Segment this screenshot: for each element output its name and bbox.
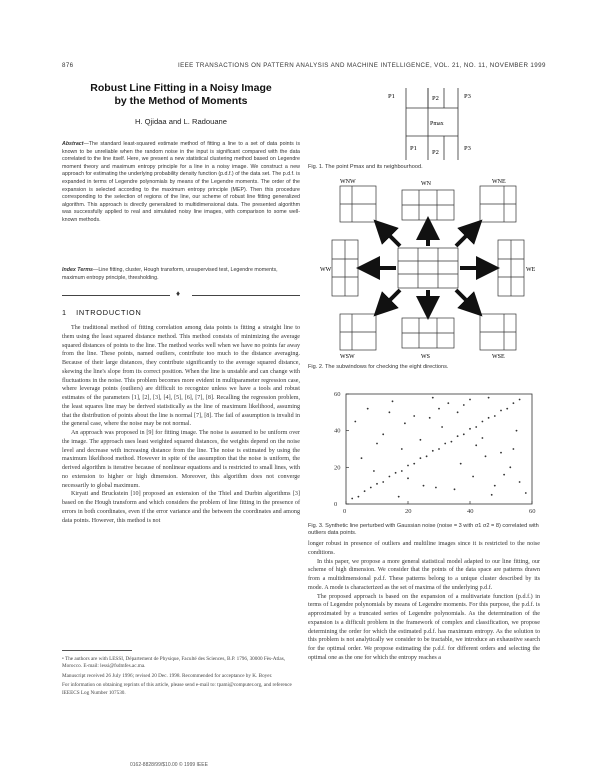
line-point	[513, 402, 515, 404]
outlier-point	[475, 444, 477, 446]
line-point	[482, 421, 484, 423]
line-point	[407, 465, 409, 467]
outlier-point	[423, 485, 425, 487]
line-point	[364, 490, 366, 492]
outlier-point	[413, 415, 415, 417]
line-point	[389, 476, 391, 478]
fig2-label-wne: WNE	[492, 179, 506, 185]
outlier-point	[367, 408, 369, 410]
title-line-2: by the Method of Moments	[114, 94, 248, 107]
section-separator	[62, 289, 300, 298]
figure-2	[320, 176, 536, 360]
line-point	[469, 428, 471, 430]
abstract-text: —The standard least-squared estimate method of fitting a line to a set of data points is known to be unreliable when the random noise in the input is significant compared with the data correlated to the line itself. Here, we present a new statistical clustering method based on Legendre moment theory and maximum entropy principle for a line in a noisy image. We construct a new approach for estimating the underlying probability density function (p.d.f.) of the data set. The p.d.f. is expanded in terms of Legendre polynomials by means of the Legendre moments. The order of the expansion is selected according to the maximum entropy principle (MEP). Then this procedure corresponding to the selection of regions of the line, our scheme of robust line fitting generalized algorithm. This approach is directly generalized to multidimensional data. The presented algorithm was successfully applied to real and simulated noisy line images, with comparison to some well-known methods.	[62, 141, 300, 223]
x-tick-label: 60	[529, 508, 536, 515]
line-point	[370, 487, 372, 489]
outlier-point	[435, 487, 437, 489]
line-point	[376, 483, 378, 485]
intro-paragraph: Kiryati and Bruckstein [10] proposed an extension of the Thiel and Durbin algorithms [3] based on the Hough transform and which considers the problem of line fitting in the presence of errors in both coordinates, even if the error variance and the between the coordinates and among data points. However, this method is not	[62, 491, 300, 524]
index-terms-text: —Line fitting, cluster, Hough transform, unsupervised test, Legendre moments, maximum entropy principle, thresholding.	[62, 267, 278, 281]
line-point	[488, 417, 490, 419]
line-point	[506, 408, 508, 410]
footnote-rule	[62, 650, 132, 651]
fig1-cell-p3: P3	[464, 93, 471, 100]
outlier-point	[485, 455, 487, 457]
intro-paragraph: An approach was proposed in [9] for fitting image. The noise is assumed to be uniform over the image. The approach uses least weighted squared distances, the weights depend on the noise level and decrease with increasing distance from the line. The noise is estimated by using the maximum likelihood method. However in spite of the assumption that the noise is uniform, the derived algorithm is iterative because of nonlinear equations and is restricted to small lines, with no extension to higher or high dimension. Moreover, this algorithm does not converge necessarily to global maximum.	[62, 430, 300, 489]
fig1-cell-pmax: Pmax	[430, 121, 444, 127]
fig2-label-wn: WN	[421, 181, 431, 187]
figure-2-caption: Fig. 2. The subwindows for checking the eight directions.	[308, 364, 449, 370]
line-point	[475, 426, 477, 428]
right-paragraph: The proposed approach is based on the expansion of a multivariate function (p.d.f.) in terms of Legendre polynomials by means of Legendre moments. For this purpose, the p.d.f. is approximated by a truncated series of Legendre polynomials. As the determination of the expansion is a difficult problem in the framework of complex and classification, we propose determining the order for which the estimated p.d.f. has maximum entropy. As the solution to this problem is not analytically we consider to be tractable, we introduce an exhaustive search for the optimal order. We propose estimating the p.d.f. for different orders and selecting the optimal one as the one for which the entropy reaches a	[308, 593, 540, 661]
outlier-point	[500, 452, 502, 454]
fig1-cell-p1: P1	[388, 93, 395, 100]
outlier-point	[438, 408, 440, 410]
index-terms-label: Index Terms	[62, 267, 94, 273]
line-point	[395, 472, 397, 474]
paper-title	[66, 82, 296, 107]
y-tick-label: 0	[334, 501, 338, 508]
figure-1	[378, 86, 488, 162]
abstract-label: Abstract	[62, 141, 84, 147]
outlier-point	[509, 466, 511, 468]
line-point	[401, 470, 403, 472]
authors: H. Qjidaa and L. Radouane	[134, 117, 228, 126]
section-number: 1	[62, 308, 67, 317]
line-point	[432, 450, 434, 452]
fig1-cell-p1b: P1	[410, 145, 417, 152]
line-point	[494, 415, 496, 417]
fig1-cell-p2b: P2	[432, 149, 439, 156]
line-point	[457, 435, 459, 437]
separator-diamond-icon: ♦	[176, 289, 181, 298]
outlier-point	[404, 422, 406, 424]
y-tick-label: 40	[334, 427, 341, 435]
outlier-point	[401, 448, 403, 450]
outlier-point	[516, 430, 518, 432]
section-heading	[62, 308, 142, 317]
outlier-point	[420, 439, 422, 441]
fig1-cell-p2: P2	[432, 95, 439, 102]
figure-1-caption: Fig. 1. The point Pmax and its neighbourhood.	[308, 164, 423, 170]
right-paragraph: In this paper, we propose a more general statistical model adapted to our line fitting, our scheme of high dimension. We consider that the points of the data space are patterns drawn from a multidimensional p.d.f. These patterns belong to a unique cluster described by its mode. A mode is characterized as the set of maxima of the underlying p.d.f.	[308, 558, 540, 591]
line-point	[444, 443, 446, 445]
fig1-cell-p3b: P3	[464, 145, 471, 152]
outlier-point	[491, 494, 493, 496]
outlier-point	[463, 404, 465, 406]
outlier-point	[488, 397, 490, 399]
outlier-point	[469, 399, 471, 401]
outlier-point	[398, 496, 400, 498]
footnote: For information on obtaining reprints of this article, please send e-mail to: tpami@computer.org, and reference IEEECS Log Number 107530.	[62, 682, 292, 696]
outlier-point	[519, 481, 521, 483]
section-title: INTRODUCTION	[76, 308, 142, 317]
copyright: 0162-8828/99/$10.00 © 1999 IEEE	[130, 762, 208, 768]
intro-paragraph: The traditional method of fitting correlation among data points is fitting a straight line to them using the least squared distance method. This method consists of minimizing the average squared distances of points to the line. The method works well when we have no points far away from the line. These points, named outliers, contribute too much to the distance averaging. Because of their large distances, they contribute significantly to the average squared distance, skewing the line's slope from its correct position. When the line is unstable and can change with fluctuations in the noise. This problem becomes more evident in multiparameter regression case, where leverage points (outliers) are difficult to recognize unless we have a tools and robust estimates of the parameters [1], [2], [3], [4], [5], [6], [7], [8]. Recalling the regression problem, the least squares line may be derived statistically as the line of maximum likelihood, assuming that the distribution of points about the line is normal [7], [8]. The fail of assumption is invalid in the general case, where the noise may be not normal.	[62, 325, 300, 428]
outlier-point	[447, 402, 449, 404]
outlier-point	[376, 443, 378, 445]
y-tick-label: 20	[334, 464, 341, 472]
x-tick-label: 0	[343, 508, 347, 515]
line-point	[358, 496, 360, 498]
outlier-point	[354, 421, 356, 423]
fig2-label-ws: WS	[421, 354, 430, 360]
fig2-label-wsw: WSW	[340, 354, 355, 360]
fig2-label-wnw: WNW	[340, 179, 356, 185]
fig2-label-ww: WW	[320, 267, 332, 273]
x-tick-label: 20	[405, 508, 412, 515]
line-point	[420, 457, 422, 459]
outlier-point	[361, 457, 363, 459]
line-point	[382, 481, 384, 483]
figure-3-scatter-plot	[318, 388, 538, 520]
outlier-point	[460, 463, 462, 465]
line-point	[500, 410, 502, 412]
footnote: • The authors are with LESSI, Département de Physique, Faculté des Sciences, B.P. 1796, 30000 Fès-Atlas, Morocco. E-mail: lessi@fsdmfes.ac.ma.	[62, 656, 286, 670]
outlier-point	[373, 470, 375, 472]
fig2-label-wse: WSE	[492, 354, 505, 360]
outlier-point	[392, 400, 394, 402]
line-point	[451, 441, 453, 443]
right-paragraph: longer robust in presence of outliers and multiline images since it is restricted to the noise conditions.	[308, 541, 540, 556]
index-terms	[62, 267, 300, 282]
line-point	[438, 448, 440, 450]
figure-3-caption: Fig. 3. Synthetic line perturbed with Gaussian noise (noise = 3 with σ1 σ2 = 8) correlated with outliers data points.	[308, 523, 539, 537]
outlier-point	[407, 477, 409, 479]
outlier-point	[382, 433, 384, 435]
outlier-point	[525, 492, 527, 494]
footnotes	[62, 656, 300, 699]
outlier-point	[432, 397, 434, 399]
outlier-point	[389, 411, 391, 413]
x-tick-label: 40	[467, 508, 474, 515]
right-column-text	[308, 540, 540, 663]
line-point	[351, 498, 353, 500]
outlier-point	[513, 448, 515, 450]
footnote: Manuscript received 26 July 1996; revised 20 Dec. 1998. Recommended for acceptance by K. Boyer.	[62, 672, 273, 679]
introduction-text	[62, 324, 300, 525]
outlier-point	[454, 488, 456, 490]
line-point	[463, 433, 465, 435]
outlier-point	[441, 426, 443, 428]
y-tick-label: 60	[334, 391, 341, 398]
abstract	[62, 141, 300, 225]
outlier-point	[482, 437, 484, 439]
outlier-point	[429, 417, 431, 419]
outlier-point	[494, 485, 496, 487]
outlier-point	[457, 411, 459, 413]
line-point	[519, 399, 521, 401]
line-point	[426, 455, 428, 457]
outlier-point	[472, 476, 474, 478]
journal-header: IEEE TRANSACTIONS ON PATTERN ANALYSIS AND MACHINE INTELLIGENCE, VOL. 21, NO. 11, NOVEMBER 1999	[178, 62, 546, 69]
line-point	[413, 463, 415, 465]
title-line-1: Robust Line Fitting in a Noisy Image	[90, 82, 272, 94]
page-number: 876	[62, 62, 74, 69]
outlier-point	[503, 474, 505, 476]
fig2-label-we: WE	[526, 267, 536, 273]
